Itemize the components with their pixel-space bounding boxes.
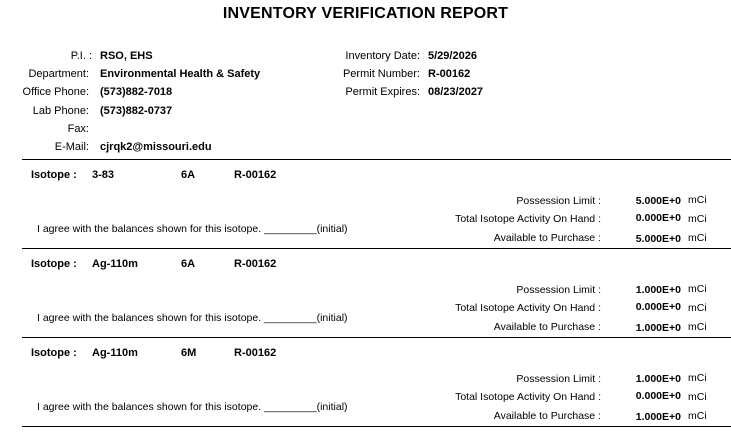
unit-label: mCi <box>688 372 707 384</box>
agree-initial-text: I agree with the balances shown for this isotope. _________(initial) <box>37 312 348 324</box>
department-label: Department: <box>28 68 89 80</box>
available-label: Available to Purchase : <box>493 232 601 244</box>
office-phone-value: (573)882-7018 <box>100 86 173 98</box>
fax-label: Fax: <box>67 123 89 135</box>
agree-initial-text: I agree with the balances shown for this isotope. _________(initial) <box>37 401 348 413</box>
isotope-label: Isotope : <box>31 169 77 181</box>
permit-number-row <box>0 67 731 81</box>
possession-limit-value: 5.000E+0 <box>635 195 681 207</box>
unit-label: mCi <box>688 283 707 295</box>
possession-limit-value: 1.000E+0 <box>635 284 681 296</box>
activity-on-hand-value: 0.000E+0 <box>635 212 681 224</box>
inventory-date-label: Inventory Date: <box>345 50 420 62</box>
divider-isotope <box>22 426 731 427</box>
isotope-permit: R-00162 <box>234 347 277 359</box>
pi-value: RSO, EHS <box>100 50 153 62</box>
isotope-label: Isotope : <box>31 258 77 270</box>
isotope-label: Isotope : <box>31 347 77 359</box>
isotope-code: 6M <box>181 347 197 359</box>
permit-expires-row <box>0 85 731 99</box>
permit-expires-label: Permit Expires: <box>345 86 420 98</box>
isotope-permit: R-00162 <box>234 169 277 181</box>
unit-label: mCi <box>688 302 707 314</box>
possession-limit-value: 1.000E+0 <box>635 373 681 385</box>
permit-expires-value: 08/23/2027 <box>428 86 484 98</box>
lab-phone-value: (573)882-0737 <box>100 105 173 117</box>
total-activity-label: Total Isotope Activity On Hand : <box>455 391 601 403</box>
possession-limit-label: Possession Limit : <box>516 284 601 296</box>
unit-label: mCi <box>688 232 707 244</box>
permit-number-value: R-00162 <box>428 68 471 80</box>
available-value: 5.000E+0 <box>635 233 681 245</box>
permit-number-label: Permit Number: <box>342 68 420 80</box>
inventory-date-value: 5/29/2026 <box>428 50 477 62</box>
unit-label: mCi <box>688 321 707 333</box>
fax-row <box>0 122 731 136</box>
inventory-date-row <box>0 49 731 63</box>
isotope-block <box>0 249 731 338</box>
lab-phone-label: Lab Phone: <box>32 105 89 117</box>
report-title: INVENTORY VERIFICATION REPORT <box>222 5 509 22</box>
email-label: E-Mail: <box>54 141 89 153</box>
isotope-name: 3-83 <box>92 169 115 181</box>
department-value: Environmental Health & Safety <box>100 68 261 80</box>
lab-phone-row <box>0 104 731 118</box>
office-phone-label: Office Phone: <box>22 86 89 98</box>
unit-label: mCi <box>688 213 707 225</box>
isotope-permit: R-00162 <box>234 258 277 270</box>
possession-limit-label: Possession Limit : <box>516 195 601 207</box>
isotope-block <box>0 160 731 249</box>
activity-on-hand-value: 0.000E+0 <box>635 390 681 402</box>
unit-label: mCi <box>688 391 707 403</box>
total-activity-label: Total Isotope Activity On Hand : <box>455 213 601 225</box>
activity-on-hand-value: 0.000E+0 <box>635 301 681 313</box>
email-value: cjrqk2@missouri.edu <box>100 141 212 153</box>
unit-label: mCi <box>688 410 707 422</box>
isotope-block <box>0 338 731 427</box>
pi-label: P.I. : <box>70 50 92 62</box>
available-label: Available to Purchase : <box>493 410 601 422</box>
isotope-name: Ag-110m <box>92 258 138 270</box>
isotope-code: 6A <box>181 258 196 270</box>
agree-initial-text: I agree with the balances shown for this isotope. _________(initial) <box>37 223 348 235</box>
available-value: 1.000E+0 <box>635 322 681 334</box>
possession-limit-label: Possession Limit : <box>516 373 601 385</box>
isotope-code: 6A <box>181 169 196 181</box>
available-value: 1.000E+0 <box>635 411 681 423</box>
total-activity-label: Total Isotope Activity On Hand : <box>455 302 601 314</box>
unit-label: mCi <box>688 194 707 206</box>
email-row <box>0 140 731 154</box>
available-label: Available to Purchase : <box>493 321 601 333</box>
isotope-name: Ag-110m <box>92 347 138 359</box>
